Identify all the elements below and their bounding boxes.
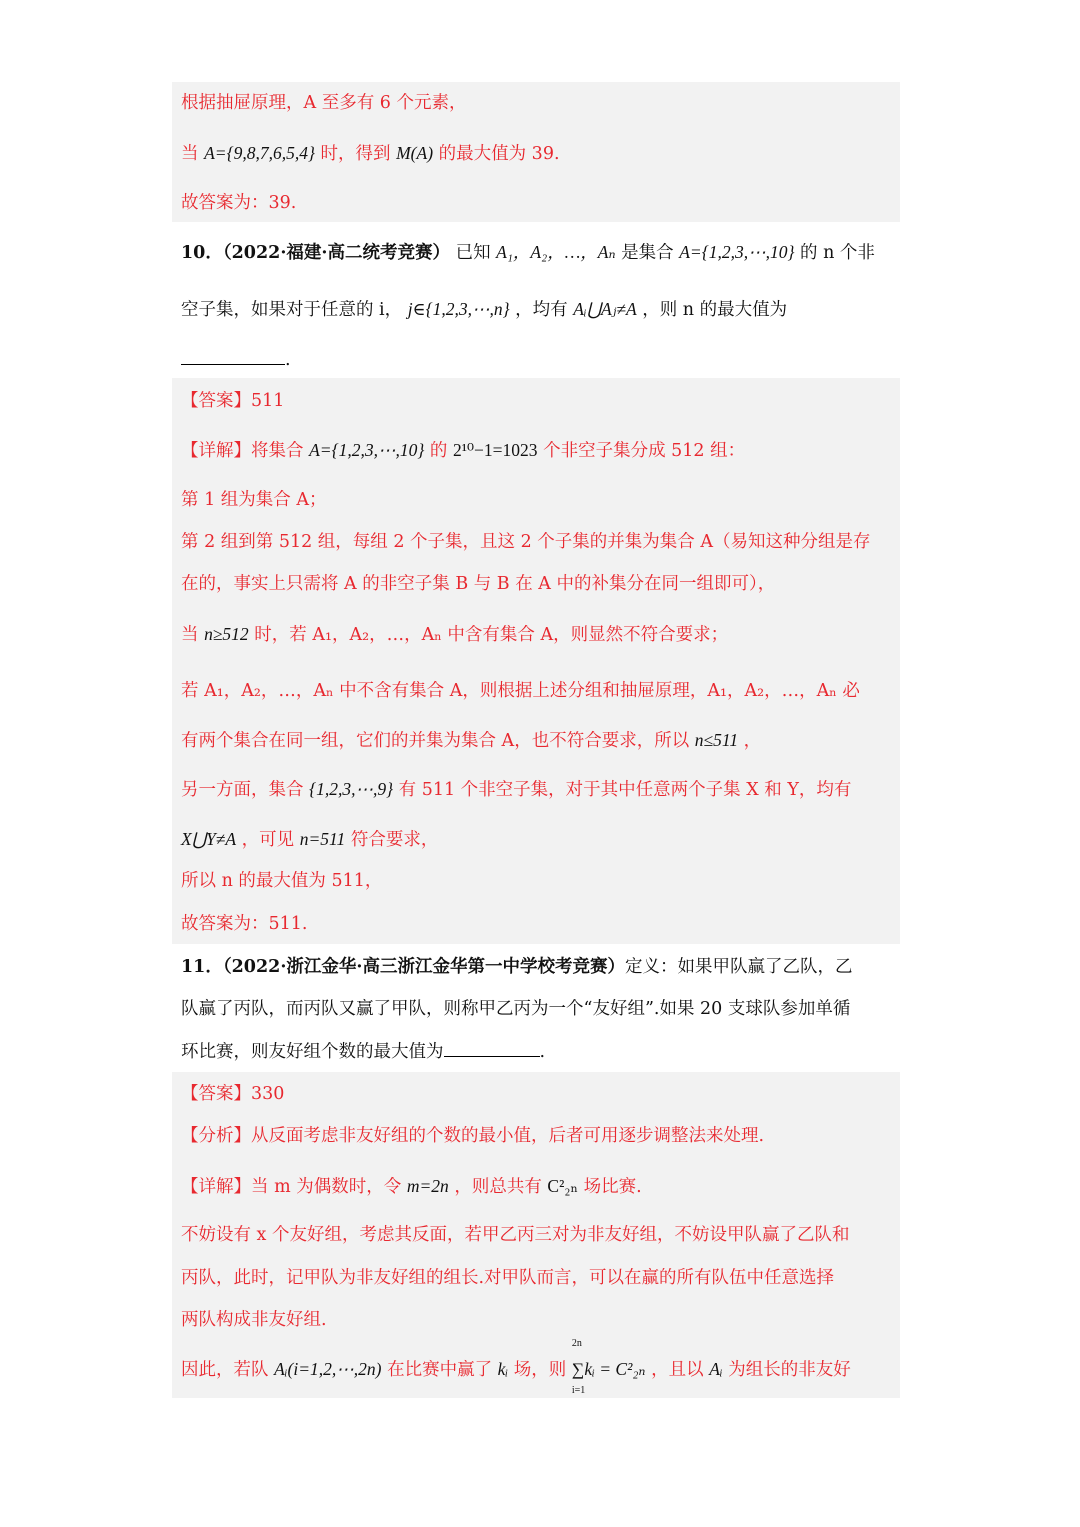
blank-line: [181, 346, 285, 365]
detail-tag: 【详解】: [181, 1177, 251, 1197]
text: .: [285, 350, 291, 370]
text: 的最大值为 39.: [438, 144, 560, 164]
text: 有 511 个非空子集，对于其中任意两个子集 X 和 Y，均有: [398, 780, 852, 800]
q10-detail-line-2: 第 1 组为集合 A；: [181, 490, 327, 510]
text: .: [539, 1042, 546, 1062]
q10-detail-line-3: 第 2 组到第 512 组，每组 2 个子集，且这 2 个子集的并集为集合 A（易知这种分组是存: [181, 532, 871, 552]
q10-stem-line-1: [181, 239, 875, 266]
prev-solution-line-2: [181, 140, 560, 167]
q11-para-line-1: 不妨设有 x 个友好组，考虑其反面，若甲乙丙三对为非友好组，不妨设甲队赢了乙队和: [181, 1225, 850, 1245]
q10-answer-blank: [181, 346, 291, 373]
text: 为组长的非友好: [728, 1360, 851, 1380]
sum-body: ∑kᵢ = C²₂ₙ: [571, 1359, 646, 1379]
blank-line: [444, 1038, 540, 1057]
q10-detail-line-5: [181, 621, 728, 648]
q11-para-line-3: 两队构成非友好组.: [181, 1310, 327, 1330]
q10-number: 10．: [181, 243, 223, 263]
q10-detail-line-4: 在的，事实上只需将 A 的非空子集 B 与 B 在 A 中的补集分在同一组即可），: [181, 574, 776, 594]
q10-source: （2022·福建·高二统考竞赛）: [222, 243, 450, 263]
text: 的: [429, 441, 448, 461]
text: 时，得到: [320, 144, 391, 164]
text: 个非空子集分成 512 组：: [543, 441, 746, 461]
q11-para-line-4: [181, 1338, 851, 1396]
sum-expression: [571, 1338, 646, 1396]
text: 的 n 个非: [800, 243, 875, 263]
q11-detail-line-1: [181, 1173, 642, 1200]
q11-number: 11．: [181, 957, 223, 977]
text: ，则总共有: [454, 1177, 542, 1197]
text: ，: [743, 731, 762, 751]
math-expr: M(A): [396, 143, 434, 163]
text: 场比赛.: [583, 1177, 642, 1197]
q10-detail-line-7: [181, 727, 761, 754]
text: 环比赛，则友好组个数的最大值为: [181, 1042, 444, 1062]
text: ，则 n 的最大值为: [642, 300, 788, 320]
prev-solution-line-1: 根据抽屉原理，A 至多有 6 个元素，: [181, 93, 467, 113]
text: 空子集，如果对于任意的 i，: [181, 300, 403, 320]
q10-detail-line-10: 所以 n 的最大值为 511，: [181, 871, 383, 891]
sum-lower-limit: i=1: [571, 1385, 586, 1396]
math-sets: A₁，A₂，…，Aₙ: [496, 242, 616, 262]
text: ，均有: [515, 300, 568, 320]
math-expr: n=511: [299, 829, 346, 849]
text: 定义：如果甲队赢了乙队，乙: [625, 957, 853, 977]
math-ai: Aᵢ: [709, 1359, 723, 1379]
q11-stem-line-2: 队赢了丙队，而丙队又赢了甲队，则称甲乙丙为一个“友好组”.如果 20 支球队参加单循: [181, 999, 851, 1019]
text: 有两个集合在同一组，它们的并集为集合 A，也不符合要求，所以: [181, 731, 690, 751]
text: 场，则: [513, 1360, 567, 1380]
math-expr: Aᵢ(i=1,2,⋯,2n): [274, 1359, 382, 1379]
q10-detail-line-6: 若 A₁，A₂，…，Aₙ 中不含有集合 A，则根据上述分组和抽屉原理，A₁，A₂，…，Aₙ 必: [181, 681, 860, 701]
math-expr: m=2n: [406, 1176, 449, 1196]
text: 是集合: [621, 243, 674, 263]
q11-analysis: 【分析】从反面考虑非友好组的个数的最小值，后者可用逐步调整法来处理.: [181, 1126, 765, 1146]
math-set: {1,2,3,⋯,9}: [309, 779, 394, 799]
math-expr: n≥512: [204, 624, 249, 644]
text: 另一方面，集合: [181, 780, 304, 800]
text: 当: [181, 144, 199, 164]
text: 已知: [455, 243, 491, 263]
math-combination: C²₂ₙ: [547, 1176, 579, 1196]
text: 在比赛中赢了: [387, 1360, 493, 1380]
math-expr: n≤511: [694, 730, 739, 750]
q10-detail-line-1: [181, 437, 745, 464]
text: 当 m 为偶数时，令: [251, 1177, 402, 1197]
q11-para-line-2: 丙队，此时，记甲队为非友好组的组长.对甲队而言，可以在赢的所有队伍中任意选择: [181, 1268, 835, 1288]
prev-solution-line-3: 故答案为：39.: [181, 193, 297, 213]
q10-detail-line-11: 故答案为：511.: [181, 914, 308, 934]
q10-stem-line-2: [181, 296, 787, 323]
q11-answer: 【答案】330: [181, 1084, 285, 1104]
math-set: A={1,2,3,⋯,10}: [679, 242, 795, 262]
math-set: A={9,8,7,6,5,4}: [204, 143, 315, 163]
math-cond: Aᵢ⋃Aⱼ≠A: [573, 299, 637, 319]
q11-source: （2022·浙江金华·高三浙江金华第一中学校考竞赛）: [222, 957, 625, 977]
text: 当: [181, 625, 199, 645]
text: 符合要求，: [350, 830, 439, 850]
text: 因此，若队: [181, 1360, 269, 1380]
q11-stem-line-3: [181, 1038, 545, 1065]
text: 将集合: [251, 441, 304, 461]
q11-stem-line-1: [181, 954, 853, 980]
q10-detail-line-8: [181, 776, 851, 803]
math-expr: X⋃Y≠A: [181, 829, 237, 849]
text: ，可见: [241, 830, 295, 850]
math-set: A={1,2,3,⋯,10}: [309, 440, 425, 460]
text: ，且以: [651, 1360, 704, 1380]
text: 时，若 A₁，A₂，…，Aₙ 中含有集合 A，则显然不符合要求；: [254, 625, 729, 645]
q10-detail-line-9: [181, 826, 438, 853]
math-expr: j∈{1,2,3,⋯,n}: [407, 299, 510, 319]
math-expr: 2¹⁰−1=1023: [452, 440, 538, 460]
q10-answer: 【答案】511: [181, 391, 285, 411]
sum-upper-limit: 2n: [571, 1338, 582, 1349]
detail-tag: 【详解】: [181, 441, 251, 461]
math-k: kᵢ: [497, 1359, 509, 1379]
